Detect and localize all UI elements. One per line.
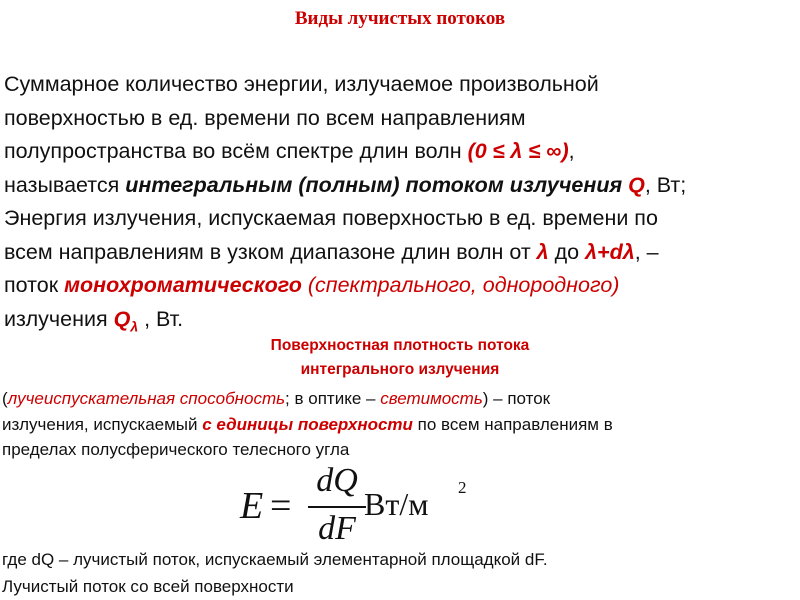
text-span: ; в оптике –	[285, 389, 381, 408]
text-line: поверхностью в ед. времени по всем направлениям	[4, 105, 526, 130]
text-span: поток	[4, 273, 65, 297]
formula-equals: =	[270, 485, 292, 527]
formula-lhs: E	[240, 485, 264, 527]
text-line: где dQ – лучистый поток, испускаемый элементарной площадкой dF.	[2, 550, 548, 569]
formula-exponent: 2	[458, 478, 467, 497]
text-span: до	[548, 239, 586, 264]
section-subtitle	[100, 334, 700, 382]
formula-unit: Вт/м	[364, 486, 429, 522]
formula-numerator: dQ	[316, 462, 358, 499]
q-symbol: Q	[628, 172, 645, 197]
lambda-range: λ+dλ	[585, 239, 635, 264]
emittance-formula	[240, 462, 520, 552]
text-span: по всем направлениям в	[412, 414, 613, 434]
unit-surface-term: с единицы поверхности	[202, 414, 413, 434]
q-lambda-symbol: Q	[113, 306, 131, 331]
text-span: называется	[4, 172, 126, 197]
spectral-term: (спектрального, однородного)	[301, 273, 620, 297]
page-title: Виды лучистых потоков	[294, 8, 506, 29]
integral-flux-term: интегральным (полным) потоком излучения	[125, 172, 629, 197]
footnote-paragraph	[2, 546, 798, 600]
text-span: полупространства во всём спектре длин волн	[4, 139, 468, 163]
text-span: ,	[568, 139, 575, 163]
formula-denominator: dF	[318, 510, 356, 547]
text-line	[4, 135, 794, 169]
lambda-subscript: λ	[130, 317, 139, 334]
text-span: излучения	[4, 306, 114, 331]
text-span: всем направлениям в узком диапазоне длин волн от	[4, 239, 537, 264]
text-line: Энергия излучения, испускаемая поверхностью в ед. времени по	[4, 206, 658, 230]
text-line: пределах полусферического телесного угла	[2, 440, 350, 459]
text-span: , –	[634, 239, 659, 264]
fraction-bar	[308, 506, 366, 508]
surface-density-paragraph	[2, 386, 798, 463]
text-span: , Вт;	[644, 172, 687, 197]
text-line	[2, 412, 798, 438]
formula-fraction	[308, 462, 366, 548]
wavelength-range: (0 ≤ λ ≤ ∞)	[467, 139, 569, 163]
text-span: , Вт.	[138, 306, 184, 331]
text-span: излучения, испускаемый	[2, 414, 203, 434]
monochromatic-term: монохроматического	[64, 273, 302, 297]
text-line	[2, 386, 798, 412]
luminosity-term: светимость	[380, 389, 483, 408]
text-line	[4, 236, 794, 270]
text-line: Суммарное количество энергии, излучаемое произвольной	[4, 72, 599, 96]
text-line	[4, 169, 794, 203]
integral-flux-paragraph	[4, 68, 794, 343]
subtitle-line: Поверхностная плотность потока	[270, 337, 530, 354]
text-span: (	[2, 389, 8, 408]
text-line	[4, 269, 794, 303]
lambda-symbol: λ	[536, 239, 549, 264]
text-line: Лучистый поток со всей поверхности	[2, 577, 294, 596]
text-span: ) – поток	[482, 389, 551, 408]
subtitle-line: интегрального излучения	[300, 361, 500, 378]
emissivity-term: лучеиспускательная способность	[7, 389, 286, 408]
